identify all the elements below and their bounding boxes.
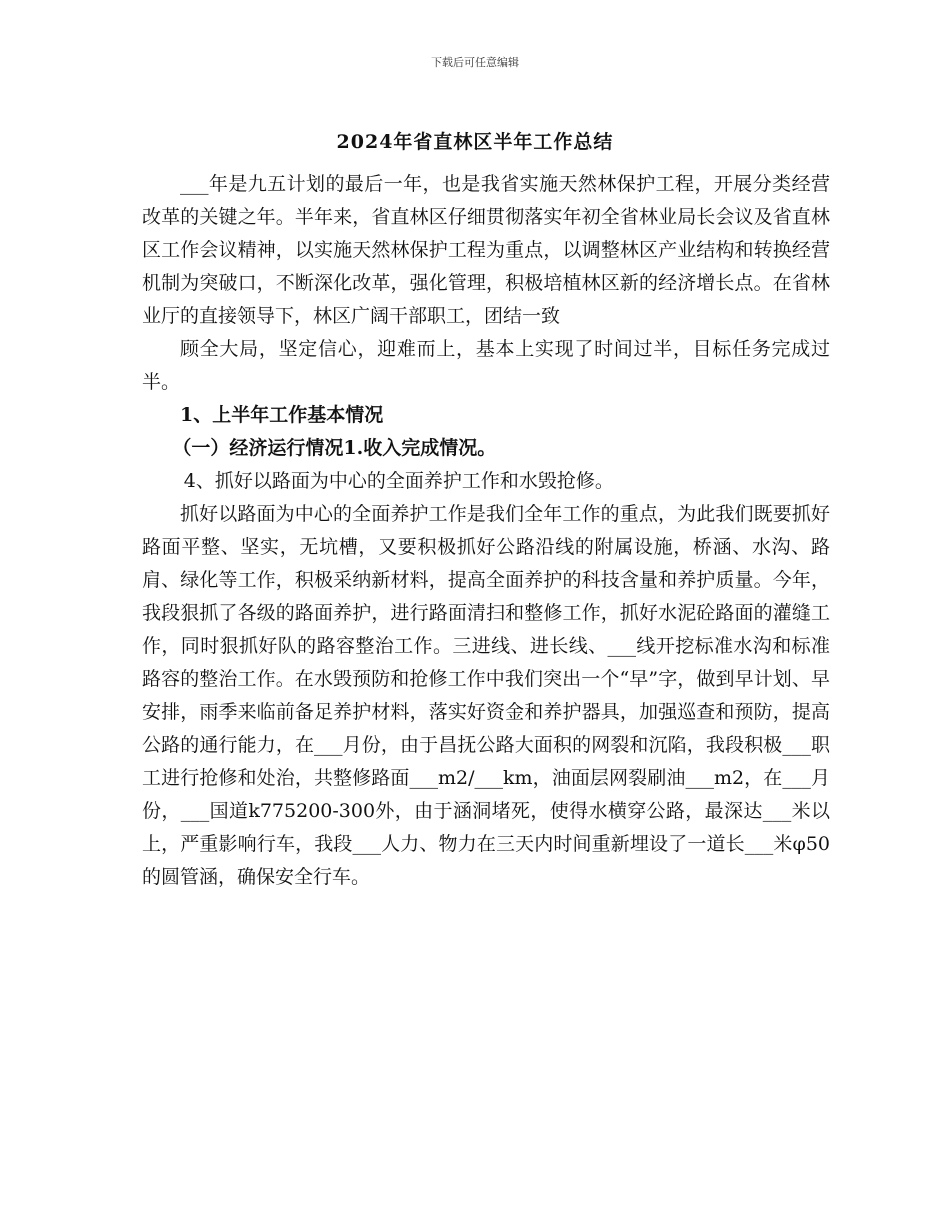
paragraph-maintenance: 抓好以路面为中心的全面养护工作是我们全年工作的重点，为此我们既要抓好路面平整、坚实，无坑槽，又要积极抓好公路沿线的附属设施，桥涵、水沟、路肩、绿化等工作，积极采纳新材料，提高全面养护的科技含量和养护质量。今年，我段狠抓了各级的路面养护，进行路面清扫和整修工作，抓好水泥砼路面的灌缝工作，同时狠抓好队的路容整治工作。三进线、进长线、___线开挖标准水沟和标准路容的整治工作。在水毁预防和抢修工作中我们突出一个“早”字，做到早计划、早安排，雨季来临前备足养护材料，落实好资金和养护器具，加强巡查和预防，提高公路的通行能力，在___月份，由于昌抚公路大面积的网裂和沉陷，我段积极___职工进行抢修和处治，共整修路面___m2/___km，油面层网裂刷油___m2，在___月份，___国道k775200-300外，由于涵洞堵死，使得水横穿公路，最深达___米以上，严重影响行车，我段___人力、物力在三天内时间重新埋设了一道长___米φ50的圆管涵，确保安全行车。 [142, 503, 830, 888]
item-heading: 4、抓好以路面为中心的全面养护工作和水毁抢修。 [183, 470, 614, 492]
subsection-heading: （一）经济运行情况1.收入完成情况。 [172, 437, 497, 459]
paragraph-summary: 顾全大局，坚定信心，迎难而上，基本上实现了时间过半，目标任务完成过半。 [142, 338, 830, 393]
page-header-note: 下载后可任意编辑 [431, 56, 519, 69]
document-body [142, 168, 830, 894]
document-title: 2024年省直林区半年工作总结 [336, 131, 614, 153]
paragraph-intro: ___年是九五计划的最后一年，也是我省实施天然林保护工程，开展分类经营改革的关键之年。半年来，省直林区仔细贯彻落实年初全省林业局长会议及省直林区工作会议精神，以实施天然林保护工程为重点，以调整林区产业结构和转换经营机制为突破口，不断深化改革，强化管理，积极培植林区新的经济增长点。在省林业厅的直接领导下，林区广阔干部职工，团结一致 [142, 173, 830, 327]
section-heading: 1、上半年工作基本情况 [180, 404, 384, 426]
